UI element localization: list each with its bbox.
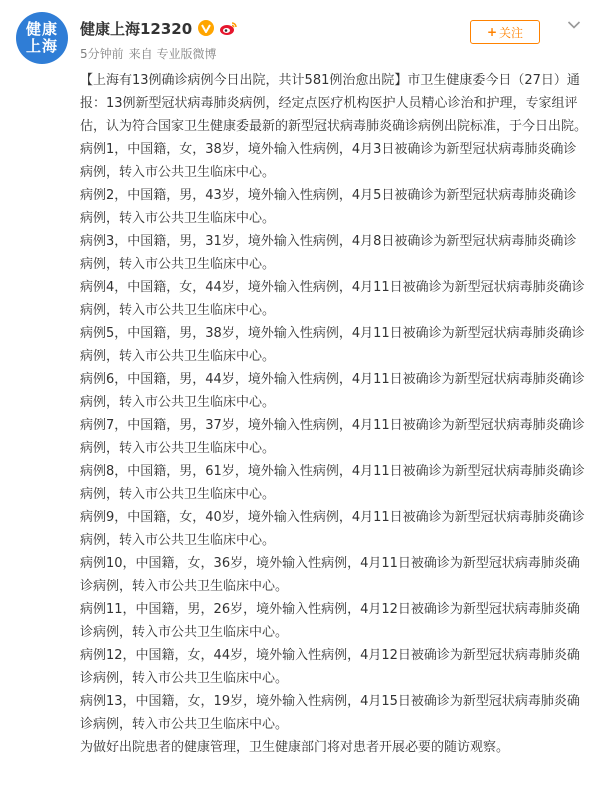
user-name-row [80,16,238,40]
case-paragraph: 病例3，中国籍，男，31岁，境外输入性病例，4月8日被确诊为新型冠状病毒肺炎确诊病例，转入市公共卫生临床中心。 [80,234,577,272]
case-paragraph: 病例7，中国籍，男，37岁，境外输入性病例，4月11日被确诊为新型冠状病毒肺炎确诊病例，转入市公共卫生临床中心。 [80,418,585,456]
chevron-down-icon[interactable] [564,15,584,35]
post-closing: 为做好出院患者的健康管理，卫生健康部门将对患者开展必要的随访观察。 [80,740,510,755]
post-meta [80,45,216,62]
case-paragraph: 病例5，中国籍，男，38岁，境外输入性病例，4月11日被确诊为新型冠状病毒肺炎确诊病例，转入市公共卫生临床中心。 [80,326,585,364]
avatar[interactable] [16,12,68,64]
avatar-text-line-2: 上海 [25,37,58,55]
weibo-member-icon[interactable] [218,20,238,36]
follow-button-label: 关注 [499,25,524,40]
case-paragraph: 病例10，中国籍，女，36岁，境外输入性病例，4月11日被确诊为新型冠状病毒肺炎确诊病例，转入市公共卫生临床中心。 [80,556,580,594]
case-paragraph: 病例1，中国籍，女，38岁，境外输入性病例，4月3日被确诊为新型冠状病毒肺炎确诊病例，转入市公共卫生临床中心。 [80,142,577,180]
user-name[interactable]: 健康上海12320 [80,19,193,38]
case-paragraph: 病例6，中国籍，男，44岁，境外输入性病例，4月11日被确诊为新型冠状病毒肺炎确诊病例，转入市公共卫生临床中心。 [80,372,585,410]
case-paragraph: 病例9，中国籍，女，40岁，境外输入性病例，4月11日被确诊为新型冠状病毒肺炎确诊病例，转入市公共卫生临床中心。 [80,510,585,548]
plus-icon: + [486,25,498,39]
v-verified-icon [198,20,214,36]
case-paragraph: 病例11，中国籍，男，26岁，境外输入性病例，4月12日被确诊为新型冠状病毒肺炎确诊病例，转入市公共卫生临床中心。 [80,602,580,640]
case-paragraph: 病例8，中国籍，男，61岁，境外输入性病例，4月11日被确诊为新型冠状病毒肺炎确诊病例，转入市公共卫生临床中心。 [80,464,585,502]
follow-button[interactable] [470,20,540,44]
post-intro: 【上海有13例确诊病例今日出院，共计581例治愈出院】市卫生健康委今日（27日）通报：13例新型冠状病毒肺炎病例，经定点医疗机构医护人员精心诊治和护理，专家组评估，认为符合国家卫生健康委最新的新型冠状病毒肺炎确诊病例出院标准，于今日出院。 [80,73,588,134]
post-content [80,69,588,759]
post-time[interactable]: 5分钟前 [80,47,124,61]
avatar-text-line-1: 健康 [25,20,58,38]
case-paragraph: 病例12，中国籍，女，44岁，境外输入性病例，4月12日被确诊为新型冠状病毒肺炎确诊病例，转入市公共卫生临床中心。 [80,648,580,686]
case-paragraph: 病例13，中国籍，女，19岁，境外输入性病例，4月15日被确诊为新型冠状病毒肺炎确诊病例，转入市公共卫生临床中心。 [80,694,580,732]
post-source[interactable]: 来自 专业版微博 [128,47,217,61]
case-paragraph: 病例4，中国籍，女，44岁，境外输入性病例，4月11日被确诊为新型冠状病毒肺炎确诊病例，转入市公共卫生临床中心。 [80,280,585,318]
case-paragraph: 病例2，中国籍，男，43岁，境外输入性病例，4月5日被确诊为新型冠状病毒肺炎确诊病例，转入市公共卫生临床中心。 [80,188,577,226]
